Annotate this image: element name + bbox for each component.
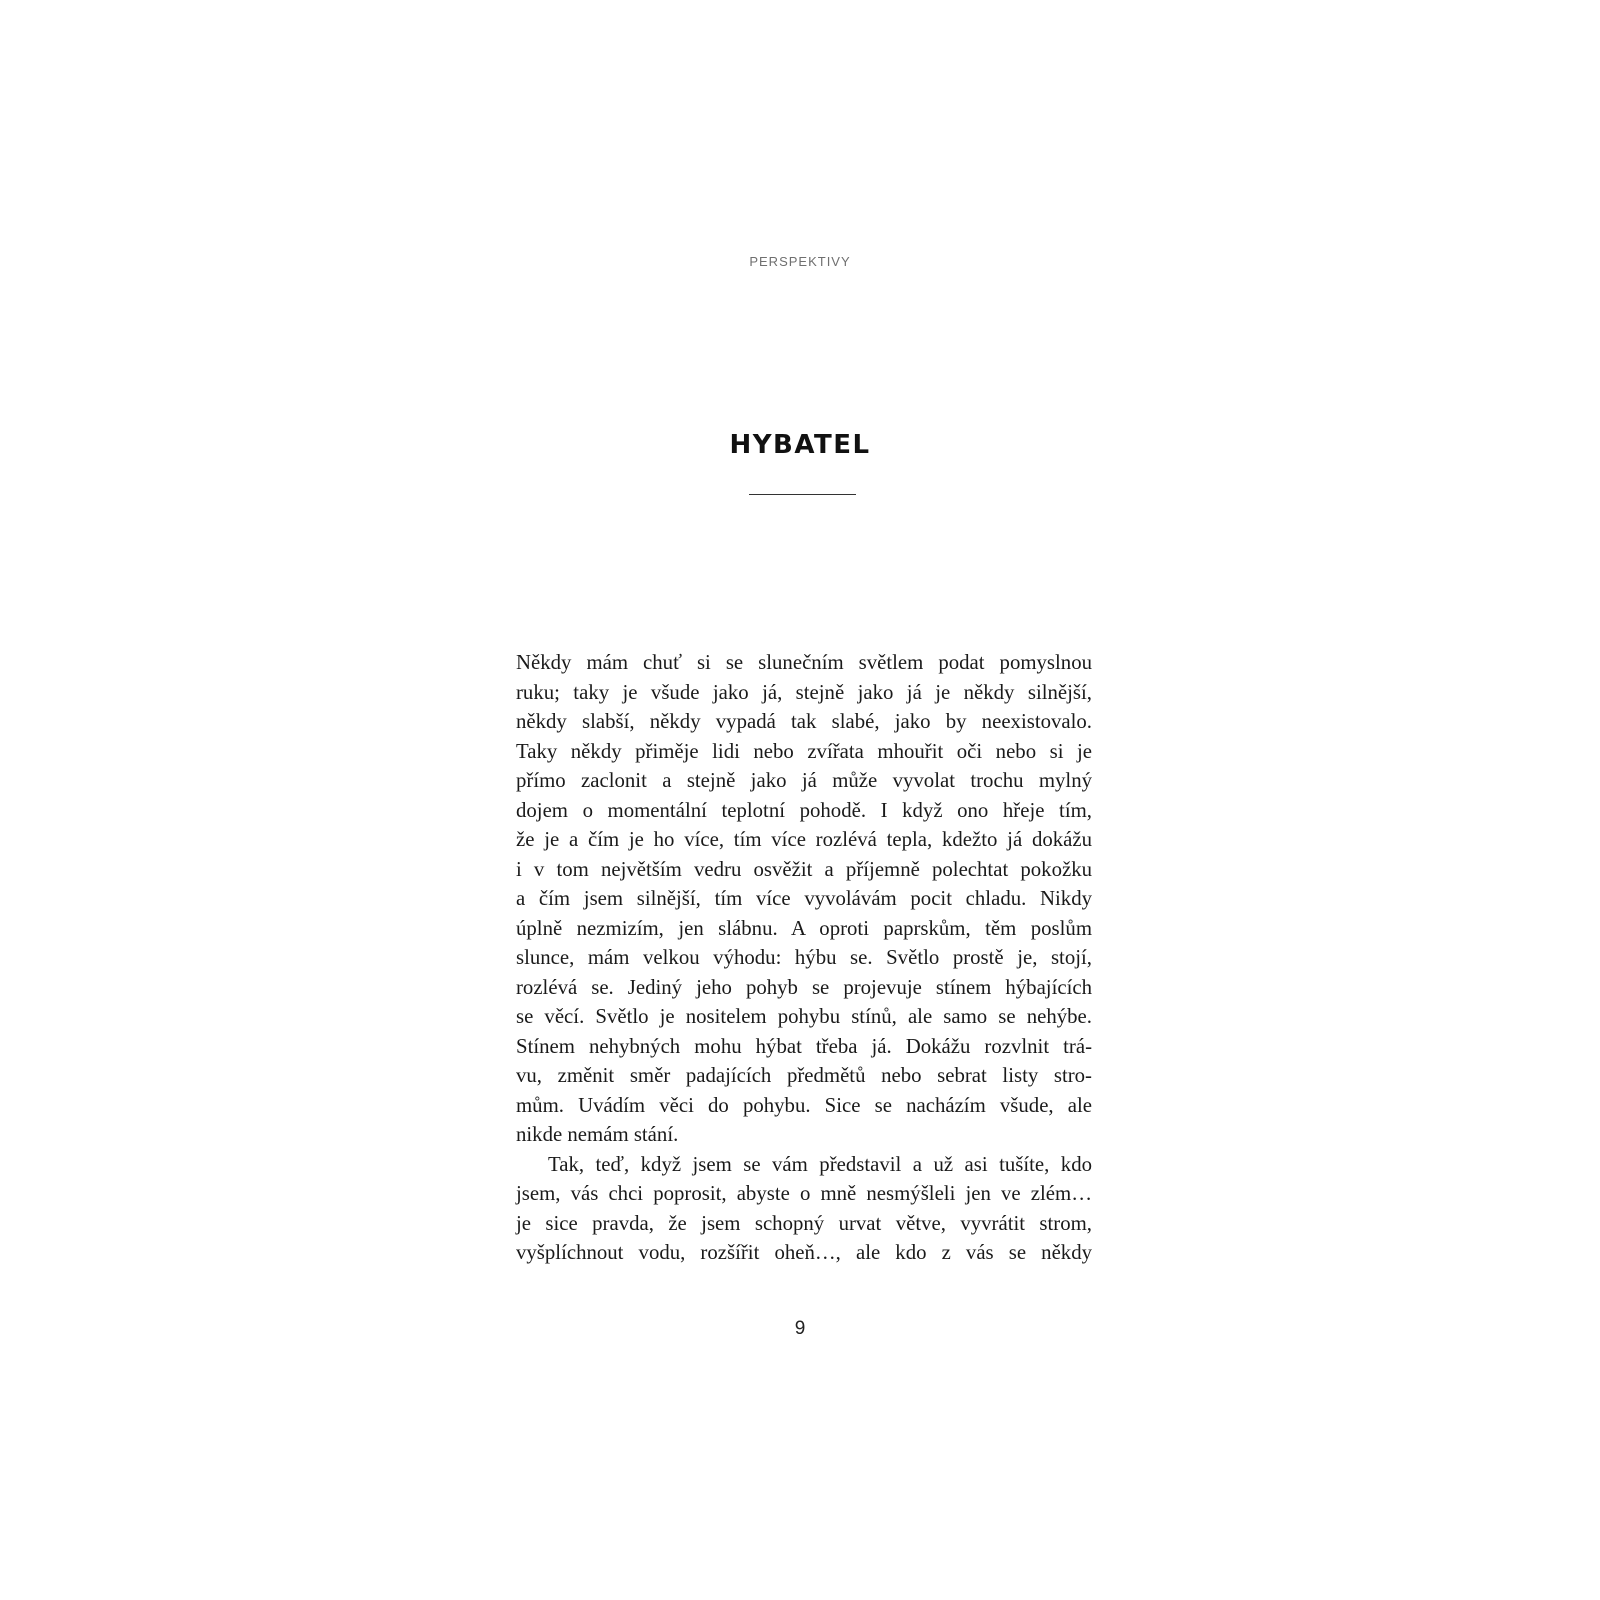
title-divider	[749, 494, 856, 495]
text-line: jsem, vás chci poprosit, abyste o mně nesmýšleli jen ve zlém…	[516, 1182, 1092, 1205]
text-line: Tak, teď, když jsem se vám představil a už asi tušíte, kdo	[548, 1152, 1092, 1176]
text-line: Taky někdy přiměje lidi nebo zvířata mhouřit oči nebo si je	[516, 739, 1092, 763]
text-line: ruku; taky je všude jako já, stejně jako já je někdy silnější,	[516, 680, 1092, 704]
text-line: nikde nemám stání.	[516, 1123, 679, 1146]
paragraph-1	[516, 648, 1092, 1150]
running-head: PERSPEKTIVY	[749, 254, 851, 269]
text-line: že je a čím je ho více, tím více rozlévá tepla, kdežto já dokážu	[516, 828, 1092, 851]
text-line: slunce, mám velkou výhodu: hýbu se. Světlo prostě je, stojí,	[516, 946, 1092, 969]
text-line: někdy slabší, někdy vypadá tak slabé, jako by neexistovalo.	[516, 710, 1092, 733]
text-line: dojem o momentální teplotní pohodě. I když ono hřeje tím,	[516, 798, 1092, 822]
text-line: i v tom největším vedru osvěžit a příjemně polechtat pokožku	[516, 857, 1092, 881]
text-line: a čím jsem silnější, tím více vyvolávám pocit chladu. Nikdy	[516, 887, 1092, 910]
text-line: přímo zaclonit a stejně jako já může vyvolat trochu mylný	[516, 769, 1092, 792]
body-text	[516, 648, 1092, 1268]
text-line: rozlévá se. Jediný jeho pohyb se projevuje stínem hýbajících	[516, 975, 1092, 999]
text-line: vu, změnit směr padajících předmětů nebo sebrat listy stro-	[516, 1064, 1092, 1087]
chapter-title: HYBATEL	[729, 430, 871, 460]
text-line: úplně nezmizím, jen slábnu. A oproti paprskům, těm poslům	[516, 916, 1092, 940]
text-line: Stínem nehybných mohu hýbat třeba já. Dokážu rozvlnit trá-	[516, 1034, 1092, 1058]
page-number: 9	[794, 1318, 806, 1339]
text-line: je sice pravda, že jsem schopný urvat větve, vyvrátit strom,	[516, 1211, 1092, 1235]
text-line: vyšplíchnout vodu, rozšířit oheň…, ale kdo z vás se někdy	[516, 1241, 1092, 1264]
text-line: se věcí. Světlo je nositelem pohybu stínů, ale samo se nehýbe.	[516, 1005, 1092, 1028]
text-line: mům. Uvádím věci do pohybu. Sice se nacházím všude, ale	[516, 1093, 1092, 1117]
paragraph-2	[516, 1150, 1092, 1268]
text-line: Někdy mám chuť si se slunečním světlem podat pomyslnou	[516, 651, 1092, 674]
